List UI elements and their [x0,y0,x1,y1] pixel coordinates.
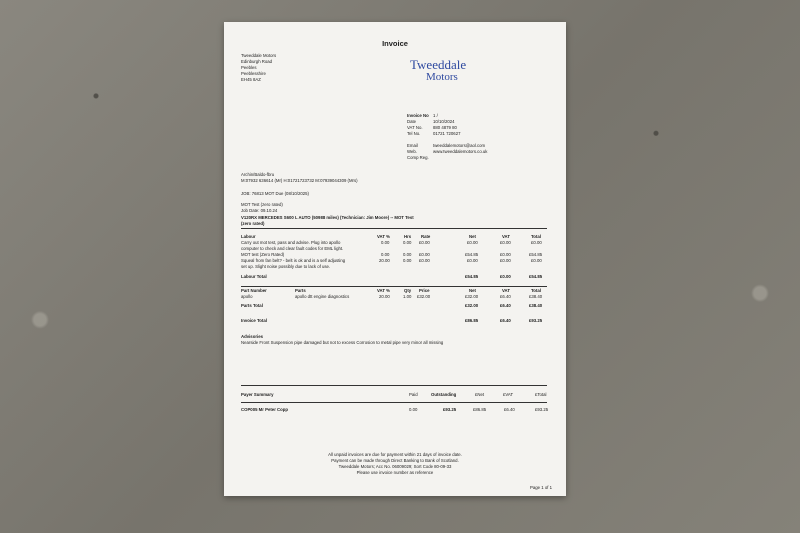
meta-label: Web. [407,149,417,154]
part-number: apollo [241,294,253,299]
col-header: Net [469,288,476,293]
invoice-title: Invoice [382,39,408,48]
parts-total-label: Parts Total [241,303,263,308]
col-header: £Total [535,392,547,397]
mot-details [241,202,283,214]
logo-line-2: Motors [426,71,458,82]
meta-value: 880 4879 80 [433,125,457,130]
part-qty: 1.00 [403,294,412,299]
invoice-total [241,318,547,324]
parts-total-vat: £6.40 [500,303,511,308]
payer-net: £86.85 [473,407,487,412]
meta-label: Date [407,119,417,124]
advisories-text: Nearside Front Suspension pipe damaged but not to excess Corrosion to metal pipe very minor all missing [241,340,444,345]
meta-label: Tel No. [407,131,421,136]
company-address [241,53,276,83]
labour-net: £0.00 [467,240,478,245]
address-line: Peeblesshire [241,71,266,76]
labour-total: £54.85 [529,252,543,257]
address-line: Tweeddale Motors [241,53,277,58]
labour-vat-amount: £0.00 [500,252,511,257]
vehicle-line: (zero rated) [241,221,265,226]
divider [241,402,547,403]
meta-value: 01721 720627 [433,131,461,136]
labour-vat: 0.00 [381,240,390,245]
labour-net: £54.85 [465,252,479,257]
terms-line: Please use invoice number as reference [356,470,434,475]
labour-rate: £0.00 [419,240,430,245]
customer-details [241,172,358,184]
meta-label: VAT No. [407,125,423,130]
labour-total-net: £54.85 [465,274,479,279]
terms-line: Tweeddale Motors; Acc No. 06009029; Sort Code 80-09-33 [338,464,452,469]
part-vat-amount: £6.40 [500,294,511,299]
labour-total-label: Labour Total [241,274,267,279]
company-logo [404,58,514,82]
invoice-total-net: £86.85 [465,318,479,323]
labour-total: £0.00 [531,258,542,263]
meta-value: www.tweeddalemotors.co.uk [433,149,488,154]
labour-desc: set up. Slight noise possibly due to lack of use. [241,264,331,269]
labour-vat-amount: £0.00 [500,258,511,263]
invoice-total-label: Invoice Total [241,318,267,323]
meta-value: 10/10/2024 [433,119,455,124]
part-price: £32.00 [417,294,431,299]
col-header: Total [531,234,541,239]
payer-outstanding: £93.25 [443,407,457,412]
col-header: Total [531,288,541,293]
col-header: VAT [502,234,510,239]
payer-paid: 0.00 [409,407,418,412]
col-header: Payer Summary [241,392,274,397]
col-header: Qty [404,288,412,293]
parts-total-total: £38.40 [529,303,543,308]
table-row [241,294,547,300]
payer-vat: £6.40 [504,407,515,412]
advisories [241,334,443,346]
address-line: Peebles [241,65,257,70]
payer-summary [241,392,547,398]
meta-label: Comp Reg. [407,155,429,160]
job-line: JOB: 76813 MOT Due (08/10/2025) [241,191,309,196]
labour-total-total: £54.85 [529,274,543,279]
col-header: Part Number [241,288,267,293]
col-header: Rate [421,234,431,239]
customer-phones: M:07932 636614 (Mr) H:01721723732 M:07939044309 (Mrs) [241,178,358,183]
meta-value: tweeddalemotors@aol.com [433,143,486,148]
meta-label: Invoice No [407,113,429,118]
part-vat: 20.00 [379,294,390,299]
labour-net: £0.00 [467,258,478,263]
invoice-meta [407,113,487,161]
col-header: Price [419,288,430,293]
col-header: Labour [241,234,256,239]
col-header: £VAT [503,392,514,397]
labour-rate: £0.00 [419,252,430,257]
col-header: £Net [475,392,485,397]
col-header: Parts [295,288,306,293]
invoice-total-vat: £6.40 [500,318,511,323]
invoice-total-total: £93.25 [529,318,543,323]
part-net: £32.00 [465,294,479,299]
payer-header [241,392,547,398]
col-header: VAT [502,288,510,293]
meta-label: Email [407,143,418,148]
mot-line: Job Date: 09.10.24 [241,208,278,213]
vehicle-details [241,215,414,227]
col-header: Outstanding [431,392,457,397]
labour-hrs: 0.00 [403,252,412,257]
divider [241,228,547,229]
col-header: Paid [409,392,418,397]
labour-hrs: 0.00 [403,258,412,263]
labour-table [241,234,547,280]
table-row-continued [241,264,547,270]
labour-hrs: 0.00 [403,240,412,245]
labour-vat-amount: £0.00 [500,240,511,245]
vehicle-line: V120RX MERCEDES S600 L AUTO (50988 miles) (Technician: Jim Moore) -- MOT Test [241,215,414,220]
page-number: Page 1 of 1 [530,485,552,490]
logo-line-1: Tweeddale [410,58,467,72]
payment-terms [224,452,566,476]
labour-vat: 20.00 [379,258,390,263]
parts-total-net: £32.00 [465,303,479,308]
part-total: £38.40 [529,294,543,299]
divider [241,286,547,287]
payer-row [241,407,547,413]
payer-name: COP005 Mr Peter Copp [241,407,289,412]
labour-desc: Carry out mot test, pass and advise. Plug into apollo [241,240,341,245]
parts-total-row [241,303,547,309]
col-header: VAT % [377,288,390,293]
col-header: VAT % [377,234,390,239]
terms-line: Payment can be made through Direct Banking to Bank of Scotland. [331,458,459,463]
payer-total: £93.25 [535,407,549,412]
labour-rate: £0.00 [419,258,430,263]
labour-desc: Squeal from fan belt? - belt is ok and is a self adjusting [241,258,346,263]
part-desc: apollo dtt engine diagnostics [295,294,350,299]
address-line: EH45 8AZ [241,77,261,82]
col-header: Hrs [404,234,412,239]
labour-desc: computer to check and clear fault codes for EML light. [241,246,344,251]
divider [241,385,547,386]
labour-total: £0.00 [531,240,542,245]
invoice-total-row [241,318,547,324]
col-header: Net [469,234,476,239]
labour-total-vat: £0.00 [500,274,511,279]
labour-total-row [241,274,547,280]
labour-vat: 0.00 [381,252,390,257]
table-row [241,407,547,413]
invoice-paper [224,22,566,496]
labour-desc: MOT test (Zero Rated) [241,252,285,257]
address-line: Edinburgh Road [241,59,273,64]
meta-value: 1 / [433,113,438,118]
parts-table [241,288,547,309]
terms-line: All unpaid invoices are due for payment within 21 days of invoice date. [328,452,462,457]
mot-line: MOT Test (zero rated) [241,202,283,207]
customer-name: Archin/Baldo-fbru [241,172,275,177]
advisories-label: Advisories [241,334,263,339]
